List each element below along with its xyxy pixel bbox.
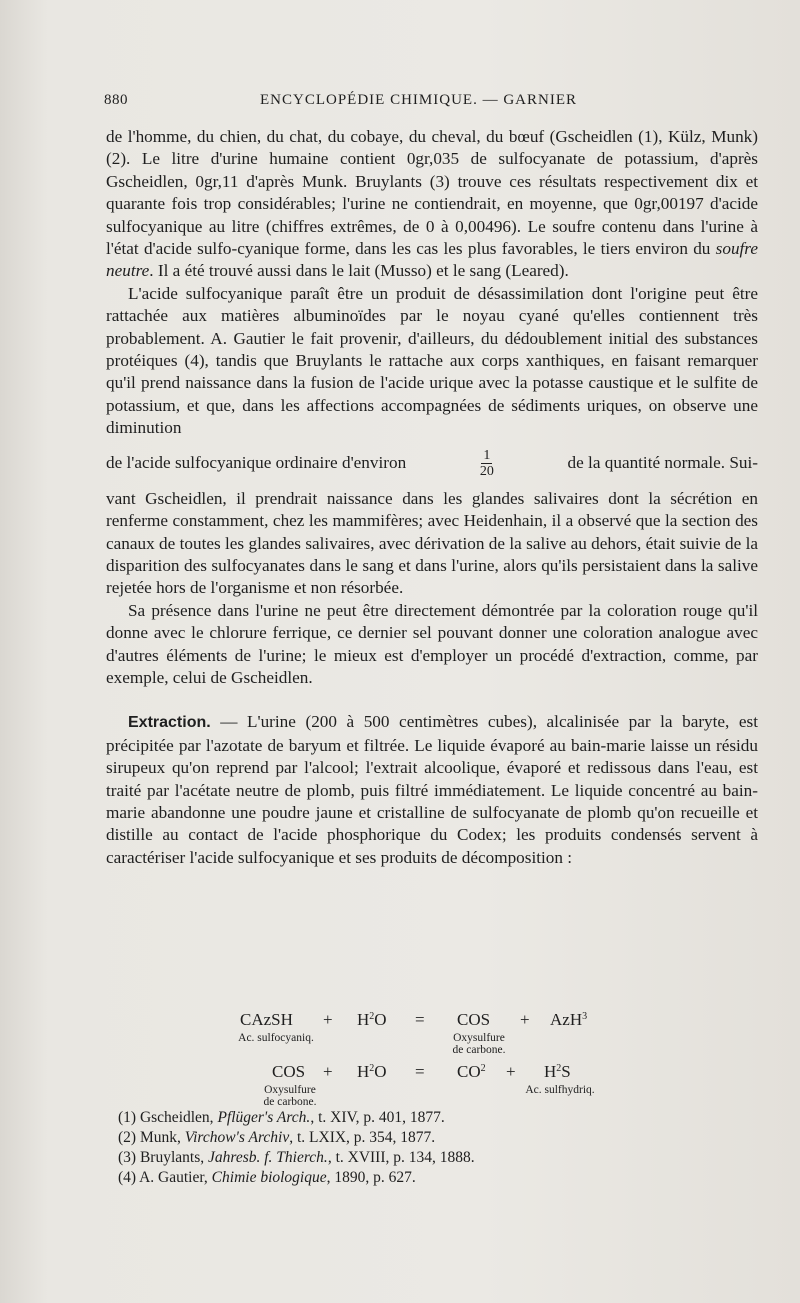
footnote: (4) A. Gautier, Chimie biologique, 1890, p. 627. xyxy=(118,1169,416,1186)
fraction: $\frac{1}{20}$ xyxy=(479,448,494,480)
paragraph-2: L'acide sulfocyanique paraît être un produit de désassimilation dont l'origine peut être rattachée aux matières albuminoïdes par le noyau cyané qu'elles contiennent très probablement. A. Gautier le fait provenir, d'ailleurs, du dédoublement initial des substances protéiques (4), tandis que Bruylants le rattache aux corps xanthiques, en faisant remarquer qu'il prend naissance dans la fusion de l'acide urique avec la potasse caustique et le sulfite de potassium, et que, dans les affections accompagnées de sédiments uriques, on observe une diminution xyxy=(106,283,758,438)
footnote: (1) Gscheidlen, Pflüger's Arch., t. XIV, p. 401, 1877. xyxy=(118,1109,445,1126)
running-header xyxy=(104,92,764,114)
equation-1-labels: Ac. sulfocyaniq. Oxysulfure de carbone. xyxy=(238,1032,506,1056)
page-number: 880 xyxy=(104,92,128,108)
equation-2: COS + $H^2O$ = $CO^2$ + $H^2S$ xyxy=(272,1062,571,1081)
chemical-equations xyxy=(200,1010,620,1114)
body-text xyxy=(106,126,758,869)
equation-1: CAzSH + $H^2O$ = COS + AzH$^3$ xyxy=(240,1010,588,1029)
paragraph-2-continued: vant Gscheidlen, il prendrait naissance dans les glandes salivaires dont la sécrétion en renferme constamment, chez les mammifères; avec Heidenhain, il a observé que la section des canaux de toutes les glandes salivaires, avec dérivation de la salive au dehors, était suivie de la disparition des sulfocyanates dans le sang et dans l'urine, alors qu'ils persistaient dans la salive rejetée hors de l'organisme et non résorbée. xyxy=(106,488,758,598)
footnote: (2) Munk, Virchow's Archiv, t. LXIX, p. 354, 1877. xyxy=(118,1129,436,1146)
paragraph-extraction: Extraction. — L'urine (200 à 500 centimètres cubes), alcalinisée par la baryte, est précipitée par l'azotate de baryum et filtrée. Le liquide évaporé au bain-marie laisse un résidu sirupeux qu'on reprend par l'alcool; l'extrait alcoolique, évaporé et redissous dans l'eau, est traité par l'acétate neutre de plomb, puis filtré immédiatement. Le liquide concentré au bain-marie abandonne une poudre jaune et cristalline de sulfocyanate de plomb qu'on recueille et distille au contact de l'acide phosphorique du Codex; les produits condensés servent à caractériser l'acide sulfocyanique et ses produits de décomposition : xyxy=(106,712,758,867)
paragraph-1: de l'homme, du chien, du chat, du cobaye, du cheval, du bœuf (Gscheidlen (1), Külz, Munk) (2). Le litre d'urine humaine contient 0gr,035 de sulfocyanate de potassium, d'après Gscheidlen, 0gr,11 d'après Munk. Bruylants (3) trouve ces résultats respectivement dix et quarante fois trop considérables; l'urine ne contiendrait, en moyenne, que 0gr,00197 d'acide sulfocyanique au litre (chiffres extrêmes, de 0 à 0,00496). Le soufre contenu dans l'urine à l'état d'acide sulfo-cyanique forme, dans les cas les plus favorables, le tiers environ du soufre neutre. Il a été trouvé aussi dans le lait (Musso) et le sang (Leared). xyxy=(106,127,758,281)
footnote: (3) Bruylants, Jahresb. f. Thierch., t. XVIII, p. 134, 1888. xyxy=(118,1149,475,1166)
equation-2-labels: Oxysulfure de carbone. Ac. sulfhydriq. xyxy=(263,1084,595,1108)
footnotes xyxy=(118,1108,758,1188)
running-title: ENCYCLOPÉDIE CHIMIQUE. — GARNIER xyxy=(260,92,577,108)
italic-term: soufre neutre xyxy=(106,239,758,281)
paragraph-3: Sa présence dans l'urine ne peut être directement démontrée par la coloration rouge qu'il donne avec le chlorure ferrique, ce dernier sel pouvant donner une coloration analogue avec d'autres éléments de l'urine; le mieux est d'employer un procédé d'extraction, comme, par exemple, celui de Gscheidlen. xyxy=(106,600,758,687)
section-heading: Extraction. xyxy=(128,714,211,732)
fraction-line: de l'acide sulfocyanique ordinaire d'environ $\frac{1}{20}$ de la quantité normale. Sui- xyxy=(106,448,758,480)
